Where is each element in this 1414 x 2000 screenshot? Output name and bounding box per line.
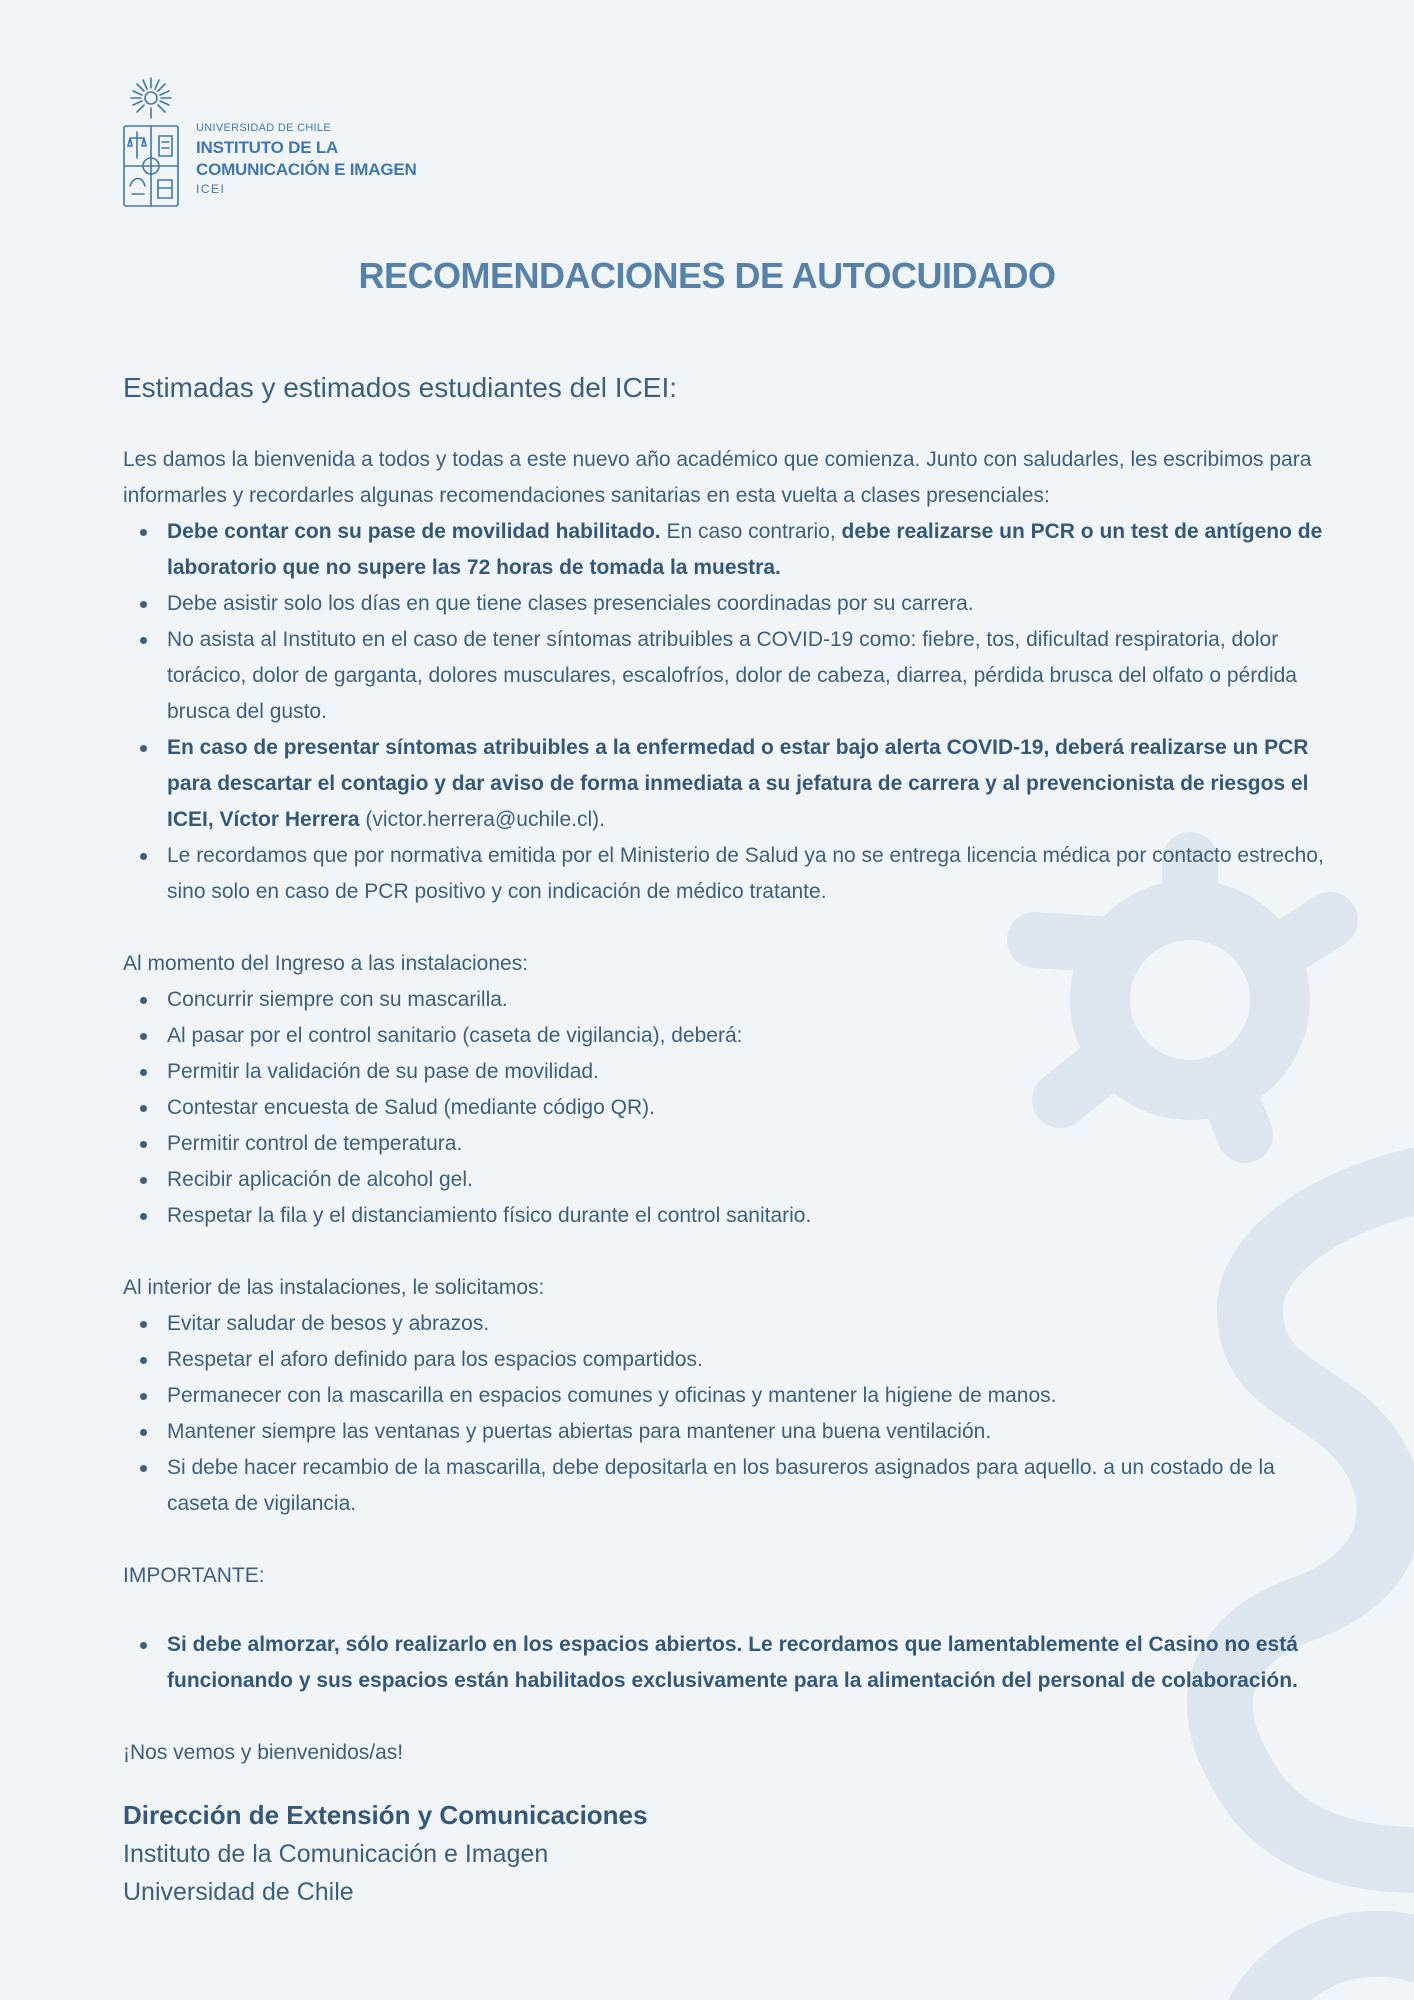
list-item: Si debe almorzar, sólo realizarlo en los espacios abiertos. Le recordamos que lamentablemente el Casino no está funcionando y sus espacios están habilitados exclusivamente para la alimentación del personal de colaboración. [167, 1627, 1333, 1699]
entry-heading: Al momento del Ingreso a las instalaciones: [123, 952, 529, 975]
list-item: Recibir aplicación de alcohol gel. [167, 1162, 1333, 1198]
email-text: (victor.herrera@uchile.cl). [359, 808, 605, 831]
list-item: Permanecer con la mascarilla en espacios comunes y oficinas y mantener la higiene de manos. [167, 1378, 1333, 1414]
signature-department: Dirección de Extensión y Comunicaciones [123, 1800, 648, 1830]
letter-body [123, 368, 1333, 1911]
logo-abbreviation: ICEI [196, 182, 226, 196]
list-item: No asista al Instituto en el caso de tener síntomas atribuibles a COVID-19 como: fiebre, tos, dificultad respiratoria, dolor torácico, dolor de garganta, dolores musculares, escalofríos, dolor de cabeza, diarrea, pérdida brusca del olfato o pérdida brusca del gusto. [167, 622, 1333, 730]
logo-institute-line1: INSTITUTO DE LA [196, 138, 339, 157]
entry-list [123, 982, 1333, 1234]
list-item [167, 514, 1333, 586]
emphasis-text: Debe contar con su pase de movilidad habilitado. [167, 520, 661, 543]
emphasis-text: En caso de presentar síntomas atribuibles a la enfermedad o estar bajo alerta COVID-19, deberá realizarse un PCR para descartar el contagio y dar aviso de forma inmediata a su jefatura de carrera y al prevencionista de riesgos el ICEI, Víctor Herrera [167, 736, 1309, 831]
institute-logo [122, 76, 417, 208]
list-item: Mantener siempre las ventanas y puertas abiertas para mantener una buena ventilación. [167, 1414, 1333, 1450]
spacer [123, 1771, 1333, 1795]
emphasis-text: debe realizarse un PCR o un test de antígeno de laboratorio que no supere las 72 horas de tomada la muestra. [167, 520, 1323, 579]
intro-paragraph: Les damos la bienvenida a todos y todas a este nuevo año académico que comienza. Junto con saludarles, les escribimos para informarles y recordarles algunas recomendaciones sanitarias en esta vuelta a clases presenciales: [123, 448, 1312, 507]
list-item: Respetar el aforo definido para los espacios compartidos. [167, 1342, 1333, 1378]
list-item: Si debe hacer recambio de la mascarilla, debe depositarla en los basureros asignados para aquello. a un costado de la caseta de vigilancia. [167, 1450, 1333, 1522]
signature-university: Universidad de Chile [123, 1878, 354, 1906]
spacer [123, 1594, 1333, 1627]
list-item: Permitir la validación de su pase de movilidad. [167, 1054, 1333, 1090]
logo-university: UNIVERSIDAD DE CHILE [196, 122, 331, 134]
page-title: RECOMENDACIONES DE AUTOCUIDADO [358, 255, 1056, 296]
list-item [167, 730, 1333, 838]
greeting: Estimadas y estimados estudiantes del ICEI: [123, 372, 678, 403]
important-list [123, 1627, 1333, 1699]
inside-heading: Al interior de las instalaciones, le solicitamos: [123, 1276, 545, 1299]
body-text: En caso contrario, [660, 520, 842, 543]
recommendations-list [123, 514, 1333, 910]
logo-text [196, 122, 417, 196]
inside-list [123, 1306, 1333, 1522]
list-item: Evitar saludar de besos y abrazos. [167, 1306, 1333, 1342]
list-item: Contestar encuesta de Salud (mediante código QR). [167, 1090, 1333, 1126]
list-item: Respetar la fila y el distanciamiento físico durante el control sanitario. [167, 1198, 1333, 1234]
logo-institute-line2: COMUNICACIÓN E IMAGEN [196, 160, 417, 179]
signature-institute: Instituto de la Comunicación e Imagen [123, 1840, 549, 1868]
list-item: Concurrir siempre con su mascarilla. [167, 982, 1333, 1018]
spacer [123, 1699, 1333, 1735]
university-crest-icon [122, 76, 180, 208]
list-item: Al pasar por el control sanitario (caseta de vigilancia), deberá: [167, 1018, 1333, 1054]
list-item: Le recordamos que por normativa emitida por el Ministerio de Salud ya no se entrega licencia médica por contacto estrecho, sino solo en caso de PCR positivo y con indicación de médico tratante. [167, 838, 1333, 910]
list-item: Permitir control de temperatura. [167, 1126, 1333, 1162]
important-heading: IMPORTANTE: [123, 1564, 265, 1587]
spacer [123, 1234, 1333, 1270]
spacer [123, 910, 1333, 946]
spacer [123, 1522, 1333, 1558]
closing-line: ¡Nos vemos y bienvenidos/as! [123, 1741, 404, 1764]
list-item: Debe asistir solo los días en que tiene clases presenciales coordinadas por su carrera. [167, 586, 1333, 622]
